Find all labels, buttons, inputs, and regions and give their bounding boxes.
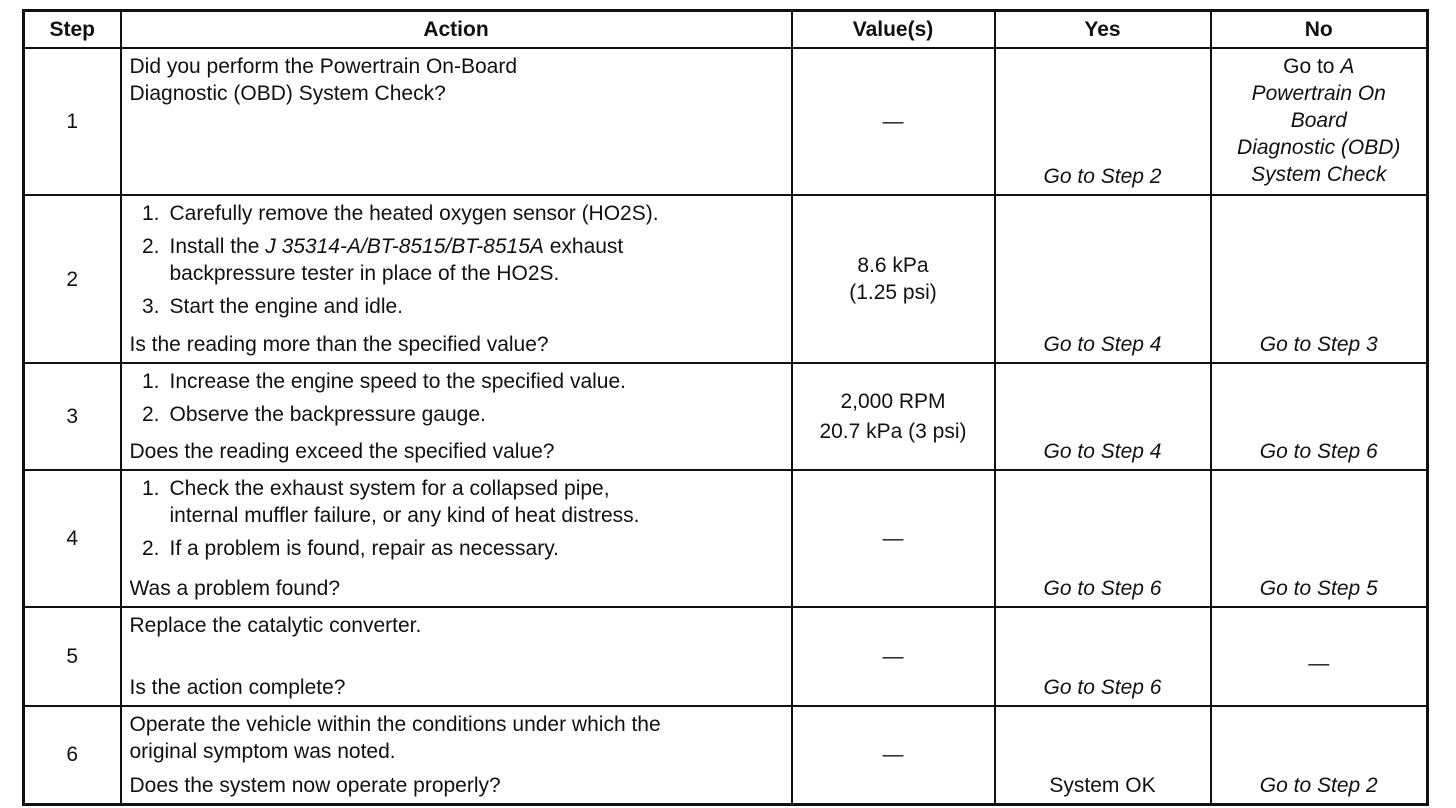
no-dash: —: [1308, 652, 1330, 675]
tool-reference: J 35314-A/BT-8515/BT-8515A: [265, 235, 544, 258]
item-text-post: exhaust: [549, 235, 624, 258]
item-number: 2.: [141, 403, 160, 426]
header-yes: Yes: [995, 11, 1211, 49]
item-number: 3.: [141, 295, 160, 318]
action-cell: [121, 363, 792, 470]
no-italic: A: [1340, 55, 1355, 78]
value-cell: [792, 195, 995, 363]
list-item: [130, 200, 781, 227]
step-number: 1: [24, 48, 121, 195]
action-text: Operate the vehicle within the conditions under which the: [129, 713, 661, 736]
no-link[interactable]: Go to Step 3: [1259, 333, 1378, 356]
item-text-pre: Install the: [169, 235, 260, 258]
yes-link[interactable]: Go to Step 4: [1043, 440, 1162, 463]
action-list: [130, 475, 781, 562]
yes-cell: [995, 607, 1211, 706]
no-link[interactable]: Go to Step 6: [1259, 440, 1378, 463]
value-cell: [792, 48, 995, 195]
yes-link[interactable]: Go to Step 6: [1043, 676, 1162, 699]
no-cell: [1211, 607, 1428, 706]
item-text: [170, 233, 781, 287]
action-question: Does the reading exceed the specified value?: [129, 440, 555, 463]
item-number: 1.: [141, 477, 160, 500]
step-number: 3: [24, 363, 121, 470]
action-cell: [121, 48, 792, 195]
item-number: 1.: [141, 370, 160, 393]
list-item: [130, 475, 781, 529]
value-line: 20.7 kPa (3 psi): [819, 419, 967, 443]
table-row-step-5: [24, 607, 1428, 706]
no-link[interactable]: Go to Step 5: [1259, 577, 1378, 600]
value-dash: —: [882, 527, 904, 550]
list-item: [130, 233, 781, 287]
table-row-step-3: [24, 363, 1428, 470]
no-prefix: Go to: [1283, 55, 1335, 78]
item-text-cont: internal muffler failure, or any kind of heat distress.: [169, 504, 640, 527]
action-question: Was a problem found?: [129, 577, 341, 600]
value-line: 8.6 kPa: [857, 254, 929, 277]
value-dash: —: [882, 645, 904, 668]
no-cell: [1211, 706, 1428, 804]
table-row-step-4: [24, 470, 1428, 607]
header-action: Action: [121, 11, 792, 49]
yes-cell: [995, 48, 1211, 195]
item-number: 2.: [141, 537, 160, 560]
yes-result: System OK: [1049, 773, 1156, 797]
item-text: Increase the engine speed to the specified value.: [169, 370, 626, 393]
yes-link[interactable]: Go to Step 4: [1043, 333, 1162, 356]
action-cell: [121, 195, 792, 363]
item-number: 1.: [141, 202, 160, 225]
value-cell: [792, 706, 995, 804]
header-values: Value(s): [792, 11, 995, 49]
yes-cell: [995, 470, 1211, 607]
yes-link[interactable]: Go to Step 6: [1043, 577, 1162, 600]
action-cell: [121, 470, 792, 607]
item-text: Start the engine and idle.: [169, 295, 404, 318]
step-number: 6: [24, 706, 121, 804]
no-link[interactable]: [1212, 49, 1427, 188]
step-number: 2: [24, 195, 121, 363]
list-item: [130, 368, 781, 395]
list-item: [130, 293, 781, 320]
step-number: 5: [24, 607, 121, 706]
action-question: Is the reading more than the specified value?: [129, 333, 549, 356]
item-text: If a problem is found, repair as necessary.: [169, 537, 559, 560]
action-text: Replace the catalytic converter.: [129, 614, 422, 637]
item-text-cont: backpressure tester in place of the HO2S.: [169, 262, 560, 285]
no-italic: Board: [1290, 109, 1347, 132]
value-line: (1.25 psi): [849, 281, 937, 304]
action-list: [130, 200, 781, 320]
action-question: Does the system now operate properly?: [129, 773, 501, 797]
no-cell: [1211, 470, 1428, 607]
value-cell: [792, 363, 995, 470]
list-item: [130, 535, 781, 562]
diagnostic-table: [22, 9, 1429, 806]
no-italic: Powertrain On: [1251, 82, 1386, 105]
no-link[interactable]: Go to Step 2: [1259, 773, 1378, 797]
action-text: Diagnostic (OBD) System Check?: [129, 82, 446, 105]
no-cell: [1211, 48, 1428, 195]
item-text: Observe the backpressure gauge.: [169, 403, 486, 426]
value-line: 2,000 RPM: [840, 389, 946, 413]
yes-cell: [995, 195, 1211, 363]
action-list: [130, 368, 781, 428]
item-text-line: Check the exhaust system for a collapsed pipe,: [169, 477, 610, 500]
value-dash: —: [882, 743, 904, 767]
yes-link[interactable]: Go to Step 2: [1043, 165, 1162, 188]
action-cell: [121, 607, 792, 706]
value-cell: [792, 470, 995, 607]
action-text: original symptom was noted.: [129, 740, 396, 763]
yes-cell: [995, 363, 1211, 470]
item-text: Carefully remove the heated oxygen sensor (HO2S).: [169, 202, 659, 225]
table-row-step-2: [24, 195, 1428, 363]
no-italic: Diagnostic (OBD): [1237, 136, 1401, 159]
no-cell: [1211, 195, 1428, 363]
table-row-step-6: [24, 706, 1428, 804]
item-text: [170, 475, 781, 529]
value-dash: —: [882, 110, 904, 133]
value-cell: [792, 607, 995, 706]
action-question: Is the action complete?: [129, 676, 346, 699]
no-italic: System Check: [1251, 163, 1387, 186]
header-row: [24, 11, 1428, 49]
item-number: 2.: [141, 235, 160, 258]
no-cell: [1211, 363, 1428, 470]
action-cell: [121, 706, 792, 804]
header-no: No: [1211, 11, 1428, 49]
step-number: 4: [24, 470, 121, 607]
list-item: [130, 401, 781, 428]
action-text: Did you perform the Powertrain On-Board: [129, 55, 518, 78]
table-row-step-1: [24, 48, 1428, 195]
header-step: Step: [24, 11, 121, 49]
yes-cell: [995, 706, 1211, 804]
